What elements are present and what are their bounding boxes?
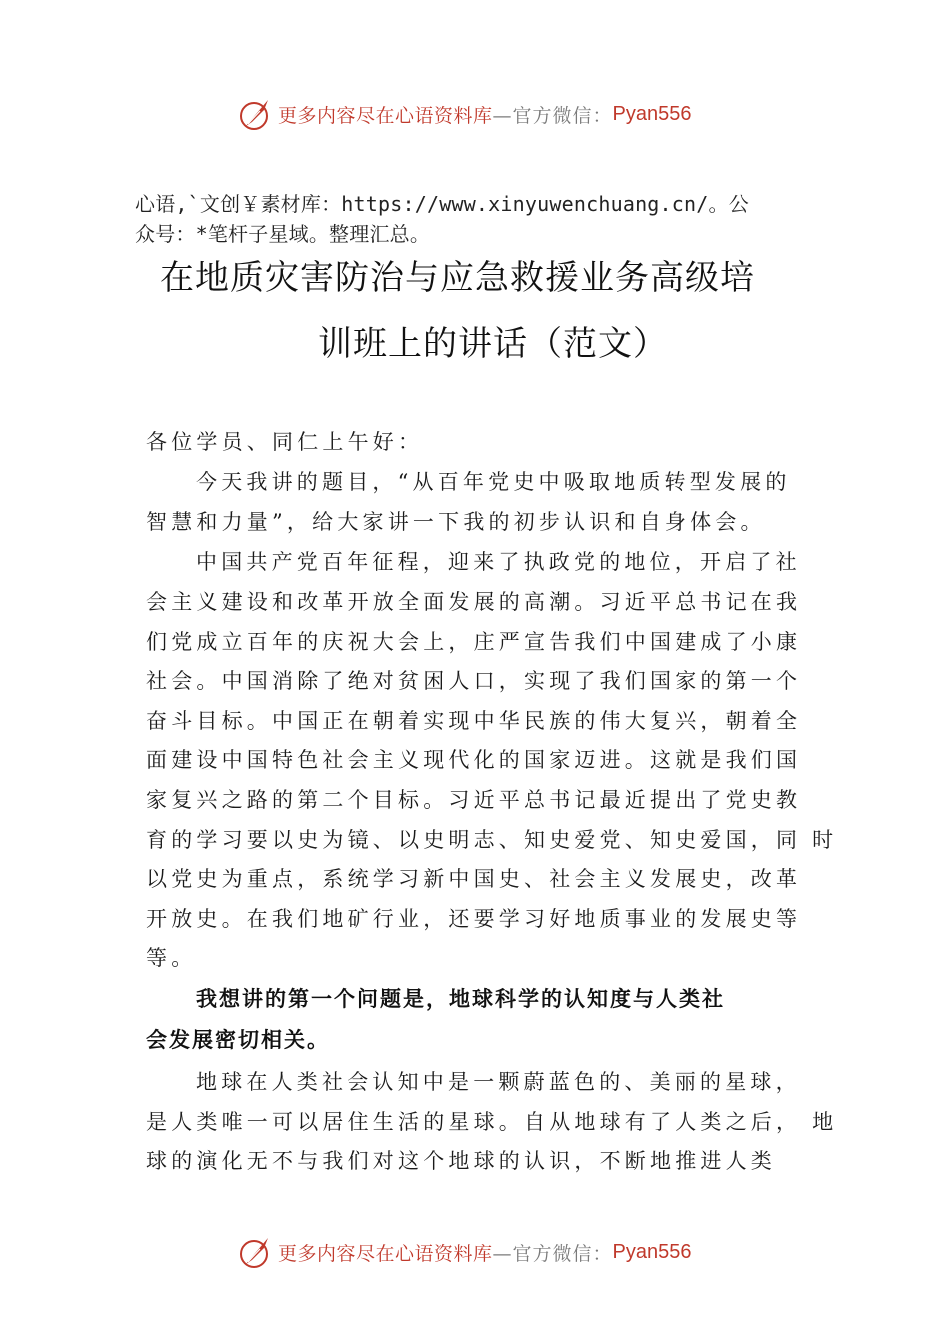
quill-logo-icon (238, 96, 274, 132)
body-line: 等。 (146, 946, 197, 970)
body-line: 以党史为重点，系统学习新中国史、社会主义发展史，改革 (146, 867, 802, 891)
banner-wechat-id: Pyan556 (612, 102, 692, 125)
body-line: 开放史。在我们地矿行业，还要学习好地质事业的发展史等 (146, 907, 802, 931)
section-heading: 我想讲的第一个问题是，地球科学的认知度与人类社 (196, 987, 725, 1011)
body-line: 各位学员、同仁上午好： (146, 430, 424, 454)
source-line: 心语,`文创￥素材库：https://www.xinyuwenchuang.cn/。公 (135, 192, 749, 216)
document-title: 在地质灾害防治与应急救援业务高级培 (160, 258, 755, 298)
body-line: 中国共产党百年征程，迎来了执政党的地位，开启了社 (196, 550, 801, 574)
document-title: 训班上的讲话（范文） (318, 324, 668, 364)
section-heading: 会发展密切相关。 (146, 1028, 330, 1052)
banner-wechat-label: —官方微信： (492, 1242, 613, 1265)
banner-library-text: 更多内容尽在心语资料库 (278, 104, 493, 127)
banner-wechat-id: Pyan556 (612, 1240, 692, 1263)
body-line: 球的演化无不与我们对这个地球的认识，不断地推进人类 (146, 1149, 776, 1173)
body-line: 们党成立百年的庆祝大会上，庄严宣告我们中国建成了小康 (146, 630, 802, 654)
body-line: 智慧和力量”，给大家讲一下我的初步认识和自身体会。 (146, 510, 766, 534)
banner-wechat-label: —官方微信： (492, 104, 613, 127)
body-line: 育的学习要以史为镜、以史明志、知史爱党、知史爱国，同 时 (146, 828, 838, 852)
source-line: 众号：*笔杆子星域。整理汇总。 (135, 222, 431, 246)
body-line: 地球在人类社会认知中是一颗蔚蓝色的、美丽的星球， (196, 1070, 801, 1094)
body-line: 奋斗目标。中国正在朝着实现中华民族的伟大复兴，朝着全 (146, 709, 802, 733)
body-line: 面建设中国特色社会主义现代化的国家迈进。这就是我们国 (146, 748, 802, 772)
body-line: 今天我讲的题目，“从百年党史中吸取地质转型发展的 (196, 470, 791, 494)
footer-banner (238, 1234, 692, 1270)
header-banner (238, 96, 692, 132)
banner-library-text: 更多内容尽在心语资料库 (278, 1242, 493, 1265)
quill-logo-icon (238, 1234, 274, 1270)
body-line: 家复兴之路的第二个目标。习近平总书记最近提出了党史教 (146, 788, 802, 812)
body-line: 会主义建设和改革开放全面发展的高潮。习近平总书记在我 (146, 590, 802, 614)
body-line: 社会。中国消除了绝对贫困人口，实现了我们国家的第一个 (146, 669, 802, 693)
body-line: 是人类唯一可以居住生活的星球。自从地球有了人类之后， 地 (146, 1110, 838, 1134)
